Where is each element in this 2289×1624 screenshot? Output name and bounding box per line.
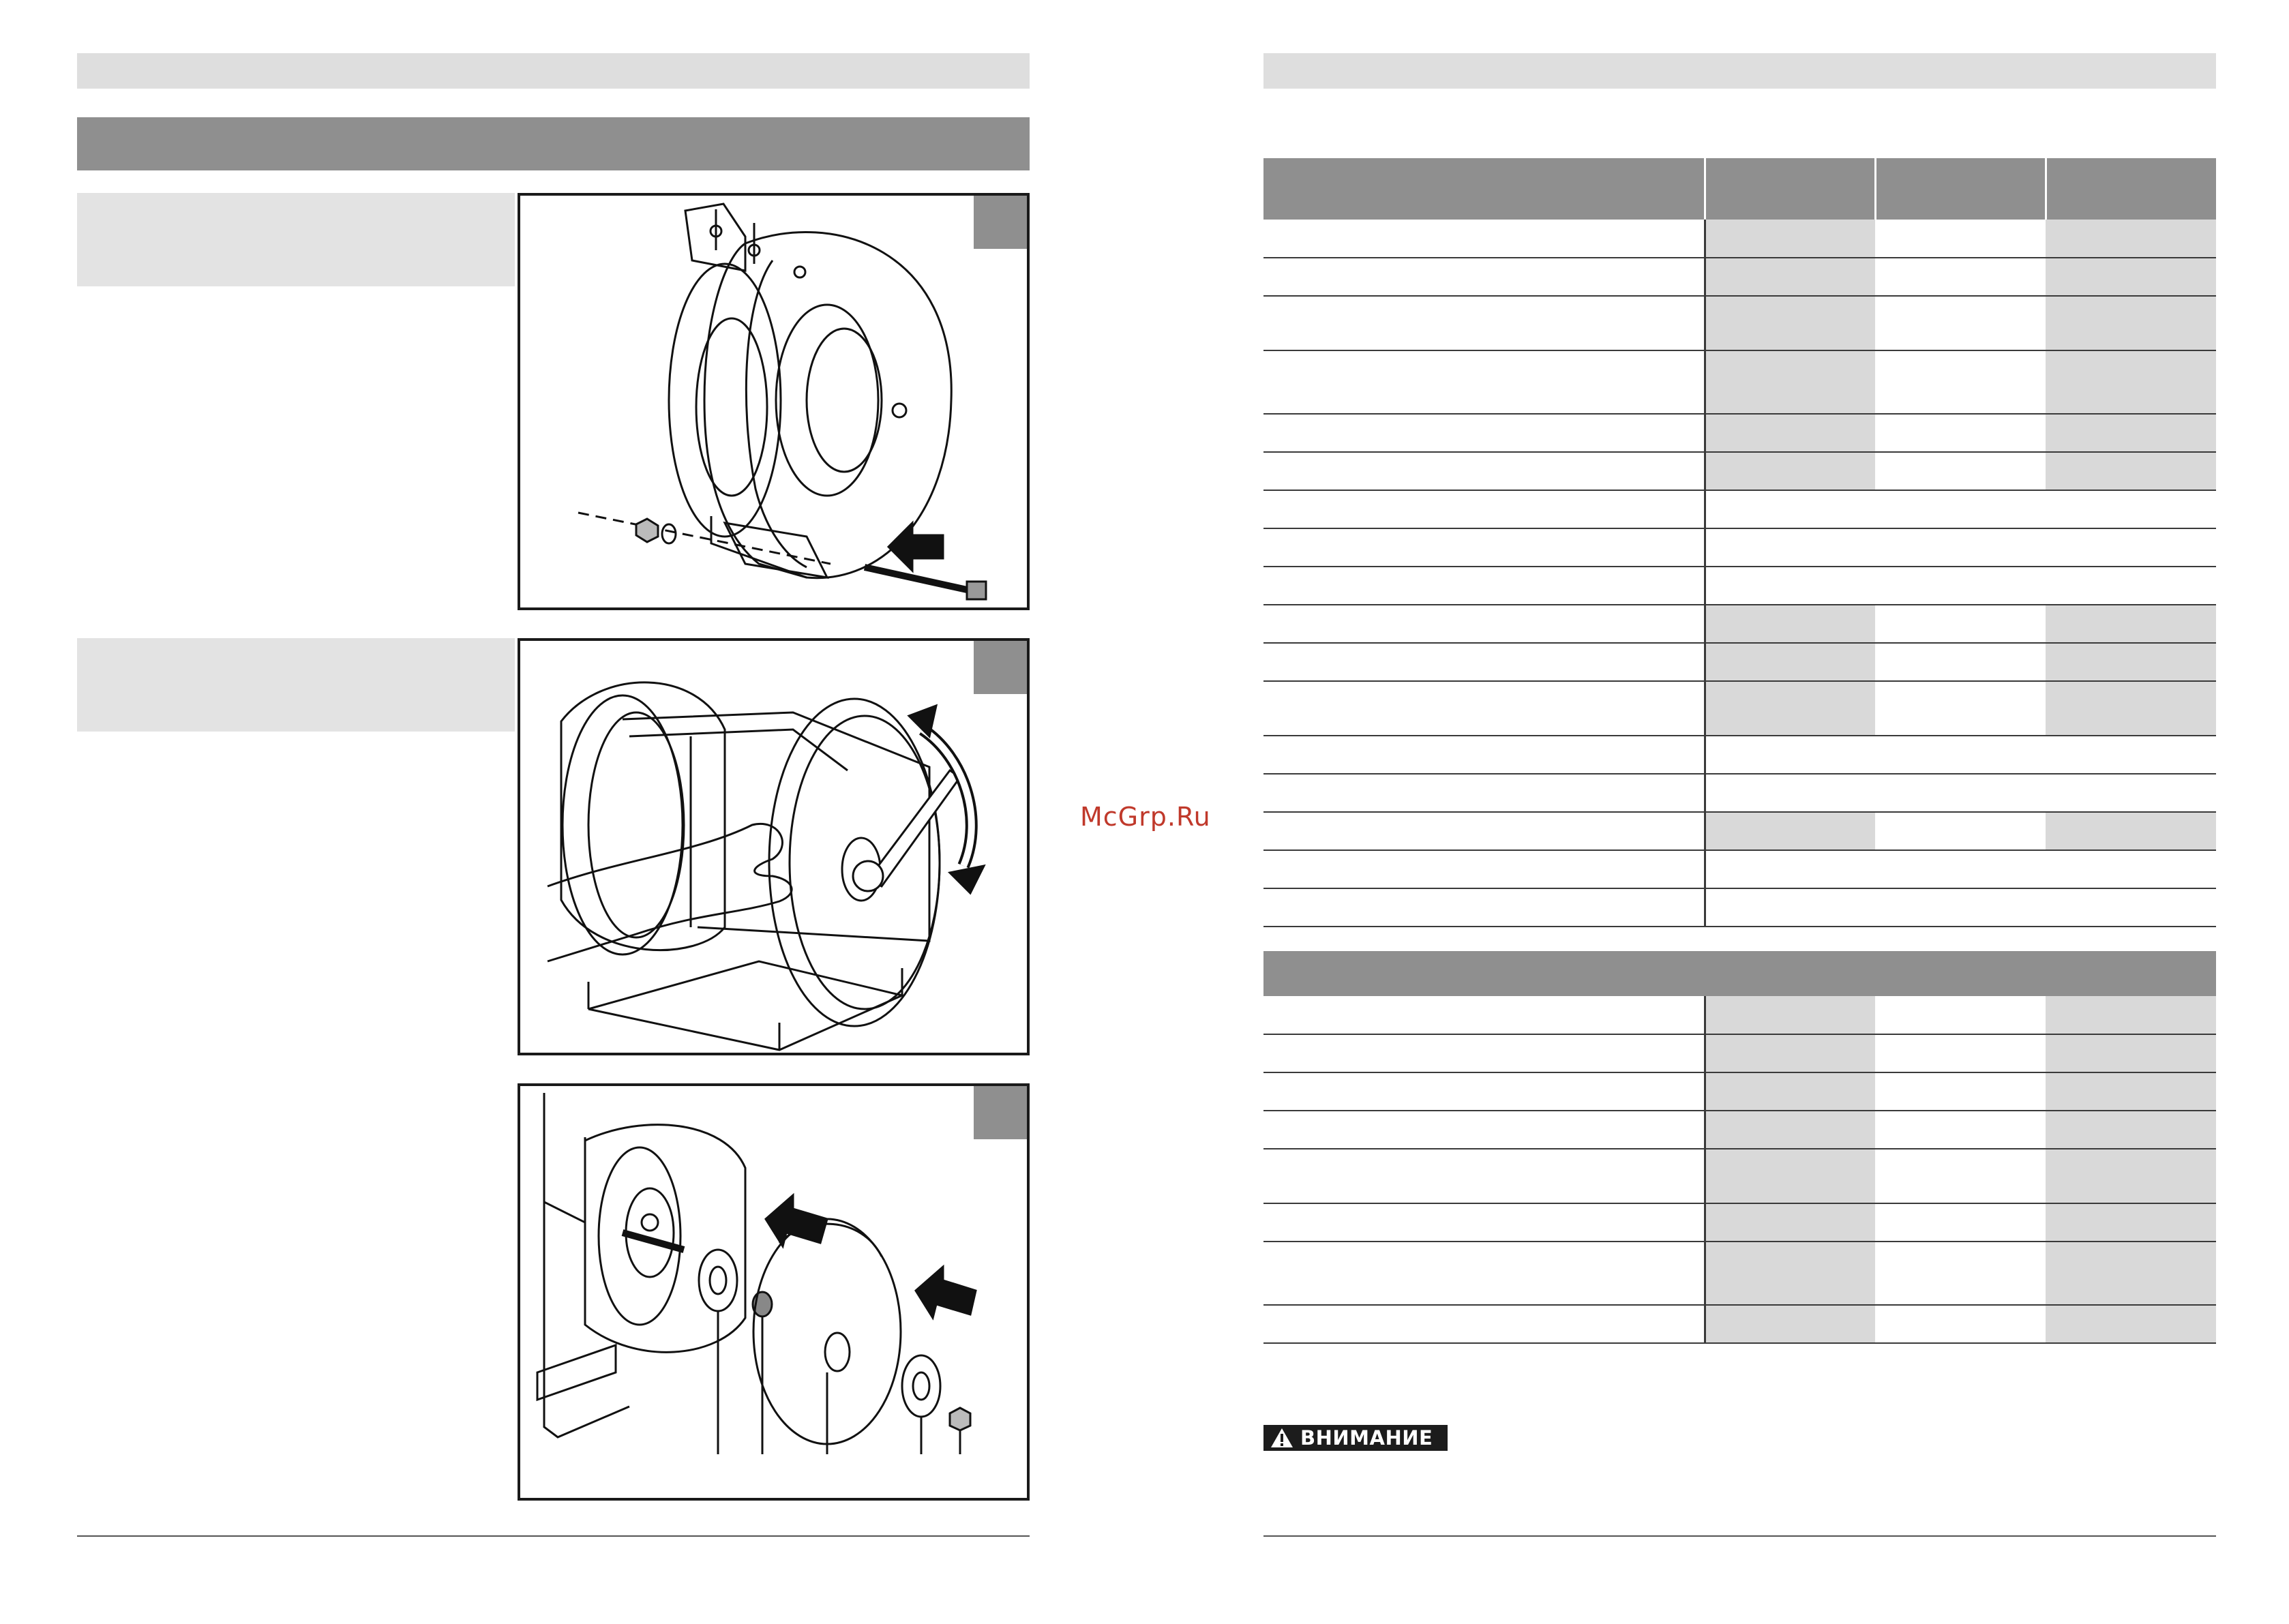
table-row [1263,736,2216,774]
table-row [1263,812,2216,850]
table-row [1263,1072,2216,1111]
technical-data-table [1263,158,2216,1344]
table-row [1263,414,2216,452]
arrow-icon [888,523,943,571]
table-row [1263,774,2216,812]
table-row [1263,1111,2216,1149]
table-header-row [1263,158,2216,220]
arrow-icon [916,1267,976,1318]
arrow-icon [766,1195,827,1246]
right-header-bar [1263,53,2216,89]
table-subheader-row [1263,951,2216,996]
table-row [1263,452,2216,490]
left-header-bar [77,53,1030,89]
table-row [1263,1034,2216,1072]
figure-wheel-exploded-view [518,1083,1030,1501]
table-row [1263,567,2216,605]
step-1-text-box [77,193,515,286]
warning-badge [1263,1425,1448,1451]
table-row [1263,220,2216,258]
right-footer-rule [1263,1535,2216,1537]
table-row [1263,643,2216,681]
table-row [1263,258,2216,296]
table-row [1263,1149,2216,1203]
figure-guard-mounting [518,193,1030,610]
table-row [1263,1305,2216,1343]
figure-wheel-removal [518,638,1030,1055]
table-row [1263,528,2216,567]
table-row [1263,1203,2216,1242]
warning-triangle-icon [1270,1428,1293,1448]
table-row [1263,681,2216,736]
watermark-text: McGrp.Ru [1080,802,1211,832]
table-row [1263,605,2216,643]
table-row [1263,296,2216,350]
step-2-text-box [77,638,515,732]
left-section-title-bar [77,117,1030,170]
left-footer-rule [77,1535,1030,1537]
table-row [1263,996,2216,1034]
table-row [1263,888,2216,927]
table-row [1263,350,2216,414]
table-row [1263,490,2216,528]
table-row [1263,850,2216,888]
warning-label: ВНИМАНИЕ [1300,1426,1433,1449]
table-row [1263,1242,2216,1305]
